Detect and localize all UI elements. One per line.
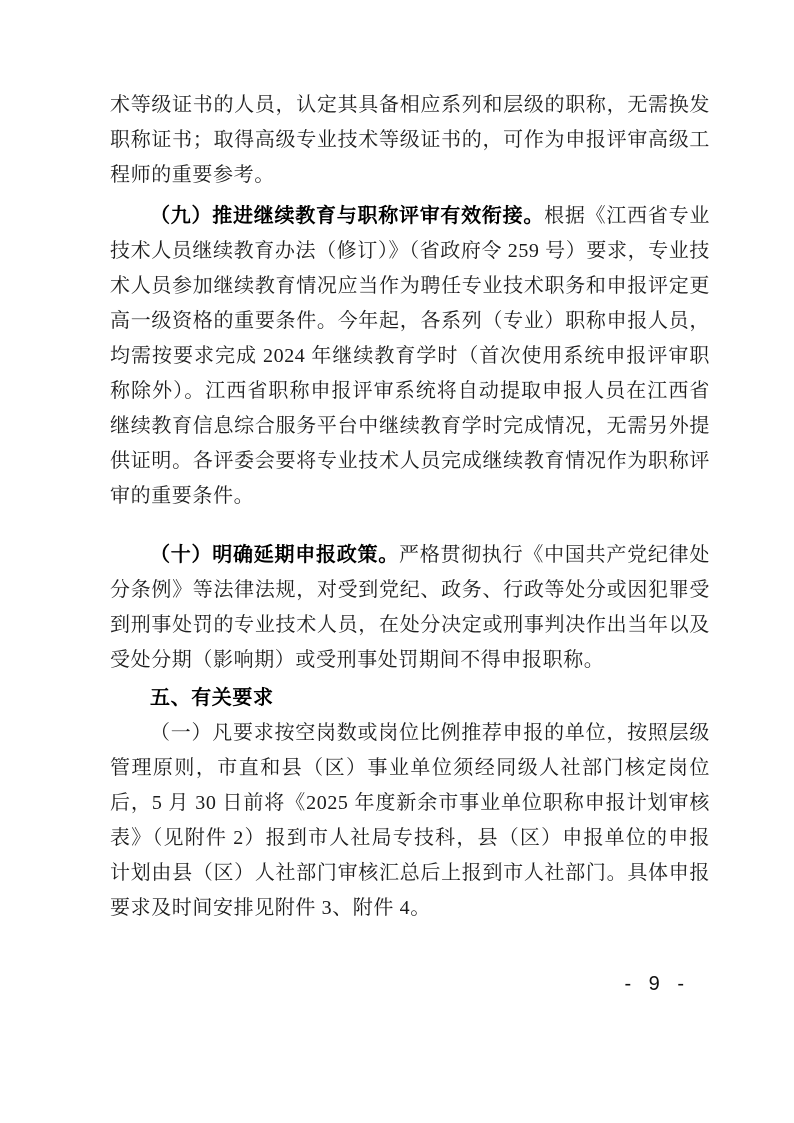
document-body [110, 88, 710, 926]
section-10-paragraph [110, 538, 710, 678]
section-9-paragraph [110, 199, 710, 514]
section-5-heading: 五、有关要求 [150, 687, 274, 709]
section-9-heading: （九）推进继续教育与职称评审有效衔接。 [150, 205, 545, 227]
page-number: - 9 - [624, 973, 690, 995]
section-9-text: 根据《江西省专业技术人员继续教育办法（修订）》（省政府令 259 号）要求，专业技术人员参加继续教育情况应当作为聘任专业技术职务和申报评定更高一级资格的重要条件。今年起，各系列（专业）职称申报人员，均需按要求完成 2024 年继续教育学时（首次使用系统申报评审职称除外）。江西省职称申报评审系统将自动提取申报人员在江西省继续教育信息综合服务平台中继续教育学时完成情况，无需另外提供证明。各评委会要将专业技术人员完成继续教育情况作为职称评审的重要条件。 [110, 205, 710, 507]
section-10-heading: （十）明确延期申报政策。 [150, 544, 399, 566]
paragraph-continuation: 术等级证书的人员，认定其具备相应系列和层级的职称，无需换发职称证书；取得高级专业技术等级证书的，可作为申报评审高级工程师的重要参考。 [110, 94, 710, 186]
section-10-text: 严格贯彻执行《中国共产党纪律处分条例》等法律法规，对受到党纪、政务、行政等处分或因犯罪受到刑事处罚的专业技术人员，在处分决定或刑事判决作出当年以及受处分期（影响期）或受刑事处罚期间不得申报职称。 [110, 544, 710, 671]
paragraph-item-1: （一）凡要求按空岗数或岗位比例推荐申报的单位，按照层级管理原则，市直和县（区）事业单位须经同级人社部门核定岗位后，5 月 30 日前将《2025 年度新余市事业单位职称申报计划审核表》（见附件 2）报到市人社局专技科，县（区）申报单位的申报计划由县（区）人社部门审核汇总后上报到市人社部门。具体申报要求及时间安排见附件 3、附件 4。 [110, 722, 710, 919]
